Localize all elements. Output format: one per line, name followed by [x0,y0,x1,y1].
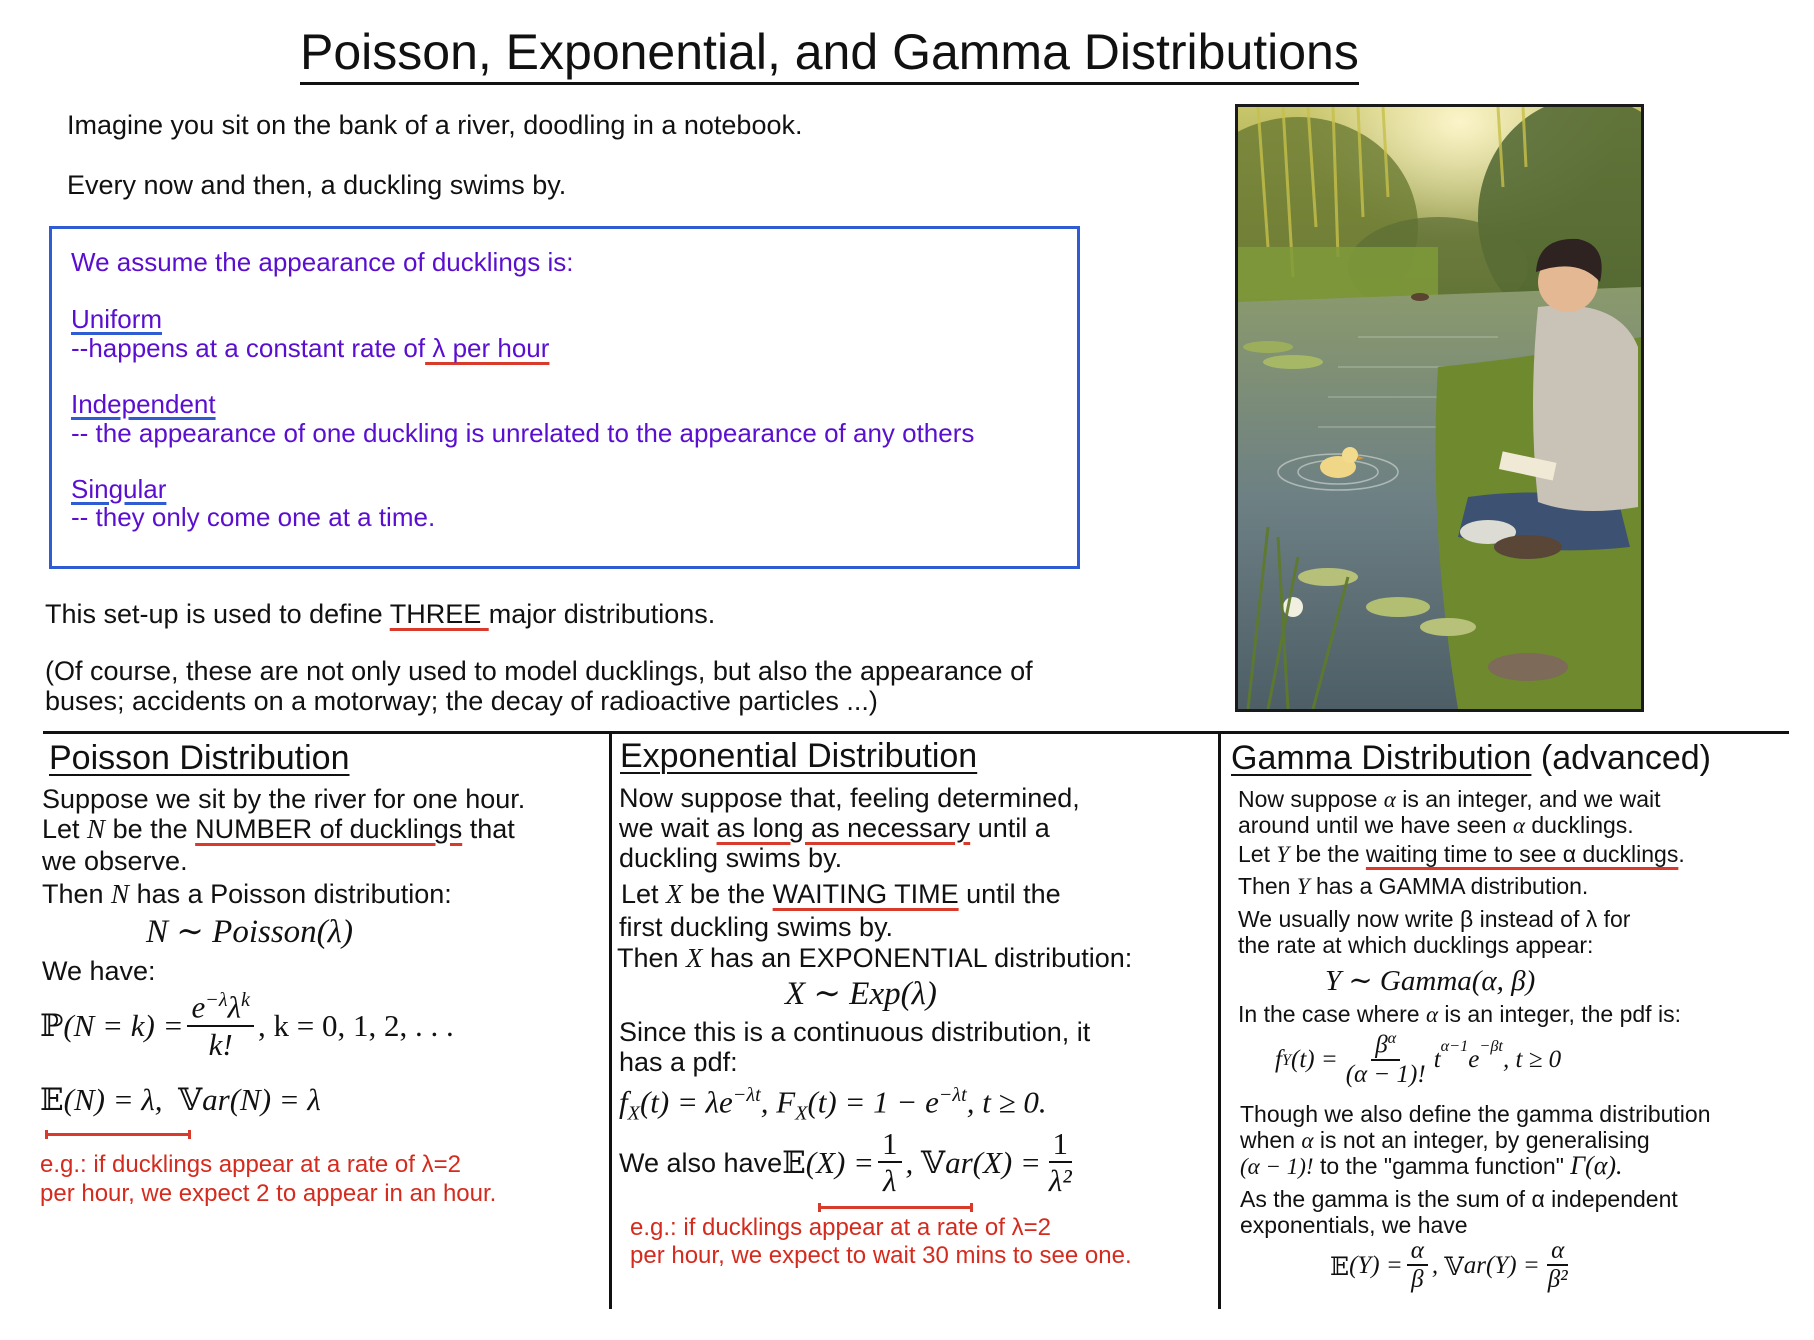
gamma-p4 [1238,873,1588,900]
exp-p5: first duckling swims by. [619,912,894,942]
expectation-symbol: 𝔼 [1330,1251,1350,1281]
poisson-moments [40,1082,321,1118]
exp-p3: duckling swims by. [619,843,843,873]
text: be the [105,814,196,844]
lambda: λ [227,989,242,1025]
exp-dist-formula: X ∼ Exp(λ) [785,976,937,1012]
var-lhs: ar(Y) = [1463,1252,1540,1279]
gamma-heading [1231,738,1711,778]
den: (α − 1)! [1345,1061,1426,1089]
pdf-lhs: (t) = [1291,1046,1338,1073]
var-lhs: ar(X) = [945,1144,1041,1180]
exponential-heading: Exponential Distribution [620,737,978,775]
sup: −βt [1479,1037,1503,1055]
den: λ² [1048,1163,1072,1199]
alpha: α [1425,1002,1439,1027]
mean-lhs: (X) = [805,1144,875,1180]
assumption-uniform-desc [71,334,549,363]
sup: −λ [205,989,228,1012]
alpha: α [1301,1128,1314,1153]
gamma-moments: 𝔼 (Y) = $\frac{\alpha}{\beta}$ , 𝕍 ar(Y) = $\frac{\alpha}{\text{β²}}$ [1330,1235,1576,1297]
assumption-independent-desc: -- the appearance of one duckling is unrelated to the appearance of any others [71,418,975,448]
mean-bracket [45,1130,191,1139]
gamma-p9 [1240,1127,1650,1154]
gamma-p5: We usually now write β instead of λ for [1238,906,1631,932]
note-line-2: buses; accidents on a motorway; the decay of radioactive particles ...) [45,686,878,716]
variance-symbol: 𝕍 [921,1144,946,1181]
sup: α [1387,1029,1397,1048]
page-title: Poisson, Exponential, and Gamma Distributions [300,22,1359,85]
pmf-numerator [187,989,253,1026]
var-fraction [1544,1237,1572,1295]
gamma-function: Γ(α). [1570,1151,1623,1180]
sub: X [627,1102,640,1125]
pmf-denominator: k! [208,1026,233,1062]
section-divider-horizontal [43,731,1789,734]
variance-symbol: 𝕍 [178,1082,203,1118]
assumption-uniform-title: Uniform [71,304,163,334]
sub: X [795,1102,808,1125]
mean: (N) = λ, [63,1082,163,1117]
var-x: X [686,943,703,973]
poisson-p4 [42,879,452,909]
text: around until we have seen [1238,812,1513,838]
poisson-example-2: per hour, we expect 2 to appear in an hour. [40,1180,497,1207]
mean-lhs: (Y) = [1349,1252,1403,1279]
text: Let [1238,841,1277,867]
num: α [1547,1237,1568,1267]
assumptions-heading: We assume the appearance of ducklings is: [71,247,574,277]
variance-symbol: 𝕍 [1444,1251,1464,1281]
text: is an integer, the pdf is: [1438,1001,1681,1027]
intro-line-1: Imagine you sit on the bank of a river, doodling in a notebook. [67,110,803,140]
variance: ar(N) = λ [202,1082,321,1117]
f: f [619,1084,628,1120]
f: f [1275,1046,1282,1073]
num: 1 [878,1127,902,1163]
exp-p7: Since this is a continuous distribution, it [619,1017,1091,1047]
exp-p4 [621,879,1061,909]
exp-p8: has a pdf: [619,1047,738,1077]
exp-p1: Now suppose that, feeling determined, [619,783,1080,813]
alpha: α [1512,813,1525,838]
text: has a Poisson distribution: [129,879,452,909]
assumption-singular-title: Singular [71,474,167,504]
alpha-minus-one-factorial: (α − 1)! [1240,1154,1314,1179]
gamma-dist-formula: Y ∼ Gamma(α, β) [1325,965,1536,997]
exp-example-1: e.g.: if ducklings appear at a rate of λ=2 [630,1214,1051,1241]
text: Let [621,879,667,909]
gamma-p10 [1240,1153,1623,1180]
exp-pdf-cdf-formula [619,1084,1047,1126]
e: e [1468,1046,1480,1073]
text: In the case where [1238,1001,1426,1027]
text: Then [42,879,112,909]
rate-highlight: λ per hour [425,333,550,363]
sup: α−1 [1440,1037,1469,1055]
setup-suffix: major distributions. [488,599,716,629]
mean-fraction [878,1127,902,1199]
gamma-p1 [1238,786,1661,813]
pmf-lhs: (N = k) = [63,1008,184,1043]
text: until a [970,813,1050,843]
expectation-symbol: 𝔼 [40,1082,64,1118]
waiting-time-highlight: waiting time to see α ducklings [1365,841,1679,867]
num: α [1407,1237,1428,1267]
gamma-p8: Though we also define the gamma distribution [1240,1101,1711,1127]
intro-line-2: Every now and then, a duckling swims by. [67,170,567,200]
text: is an integer, and we wait [1395,786,1661,812]
text: to the "gamma function" [1313,1153,1571,1179]
also-have-text: We also have [619,1148,783,1178]
gamma-p11: As the gamma is the sum of α independent [1240,1186,1678,1212]
setup-prefix: This set-up is used to define [45,599,390,629]
sup: −λt [938,1084,967,1106]
text: has an EXPONENTIAL distribution: [702,943,1133,973]
text: be the [682,879,773,909]
num: 1 [1049,1127,1073,1163]
var-y: Y [1296,874,1310,899]
pmf-fraction [187,989,253,1062]
den: λ [883,1163,897,1199]
exp-p6 [617,943,1132,973]
prob-symbol: ℙ [40,1008,64,1044]
var-fraction [1045,1127,1076,1199]
three-highlight: THREE [389,599,489,629]
column-divider-2 [1218,733,1221,1309]
text: Then [617,943,687,973]
beta: β [1375,1031,1388,1059]
gamma-pdf-formula [1275,1027,1561,1093]
pdf-fraction [1342,1030,1430,1090]
num [1371,1030,1400,1061]
text: that [462,814,515,844]
exp-moments [619,1124,1080,1202]
exp-example-2: per hour, we expect to wait 30 mins to see one. [630,1242,1132,1269]
illustration-image [1238,107,1641,709]
cdf: (t) = 1 − e [807,1084,939,1120]
sup: k [241,989,250,1012]
support: , t ≥ 0. [966,1084,1047,1120]
sup: −λt [732,1084,761,1106]
var-n: N [111,879,130,909]
text: Now suppose [1238,786,1384,812]
var-n: N [87,814,106,844]
text: is not an integer, by generalising [1313,1127,1650,1153]
pdf: (t) = λe [639,1084,733,1120]
den: β² [1547,1266,1568,1294]
text: when [1240,1127,1302,1153]
e: e [191,989,206,1025]
poisson-heading: Poisson Distribution [49,739,350,777]
t: t [1433,1046,1441,1073]
text: ducklings. [1525,812,1634,838]
exp-moments-math: 𝔼 (X) = $\frac{1}{\lambda}$ , 𝕍 ar(X) = $\frac{1}{\text{λ²}}$ [782,1127,1080,1199]
number-highlight: NUMBER of ducklings [195,814,463,844]
setup-text [45,598,715,630]
exp-mean-bracket [818,1203,973,1212]
necessary-highlight: as long as necessary [716,813,971,843]
text: . [1678,841,1685,867]
assumption-independent-title: Independent [71,389,216,419]
pmf-support: , k = 0, 1, 2, . . . [257,1008,454,1043]
assumption-singular-desc: -- they only come one at a time. [71,502,436,532]
gamma-p3 [1238,841,1685,868]
cdf-label: , F [760,1084,796,1120]
expectation-symbol: 𝔼 [782,1144,806,1181]
text: until the [958,879,1061,909]
text: we wait [619,813,717,843]
sub: Y [1281,1050,1291,1069]
var-y: Y [1276,842,1290,867]
text: Let [42,814,88,844]
column-divider-1 [609,733,612,1309]
text: be the [1289,841,1366,867]
waiting-time-highlight: WAITING TIME [772,879,959,909]
gamma-heading-suffix: (advanced) [1531,739,1711,777]
poisson-p1: Suppose we sit by the river for one hour. [42,784,526,814]
den: β [1411,1266,1424,1294]
uniform-desc-text: --happens at a constant rate of [71,333,426,363]
poisson-p2 [42,814,515,844]
note-line-1: (Of course, these are not only used to model ducklings, but also the appearance of [45,656,1033,686]
gamma-p6: the rate at which ducklings appear: [1238,932,1594,958]
text: has a GAMMA distribution. [1309,873,1589,899]
river-duckling-illustration [1235,104,1644,712]
alpha: α [1383,787,1396,812]
exp-p2 [619,813,1050,843]
poisson-we-have: We have: [42,956,156,986]
support: , t ≥ 0 [1502,1046,1562,1073]
gamma-p2 [1238,812,1634,839]
poisson-pmf-formula [40,985,454,1067]
poisson-example-1: e.g.: if ducklings appear at a rate of λ=2 [40,1151,461,1178]
poisson-dist-formula: N ∼ Poisson(λ) [146,914,353,950]
gamma-p12: exponentials, we have [1240,1212,1468,1238]
text: Then [1238,873,1297,899]
poisson-p3: we observe. [42,846,188,876]
gamma-heading-title: Gamma Distribution [1231,739,1532,777]
mean-fraction [1407,1237,1428,1295]
var-x: X [666,879,683,909]
gamma-p7 [1238,1001,1681,1028]
